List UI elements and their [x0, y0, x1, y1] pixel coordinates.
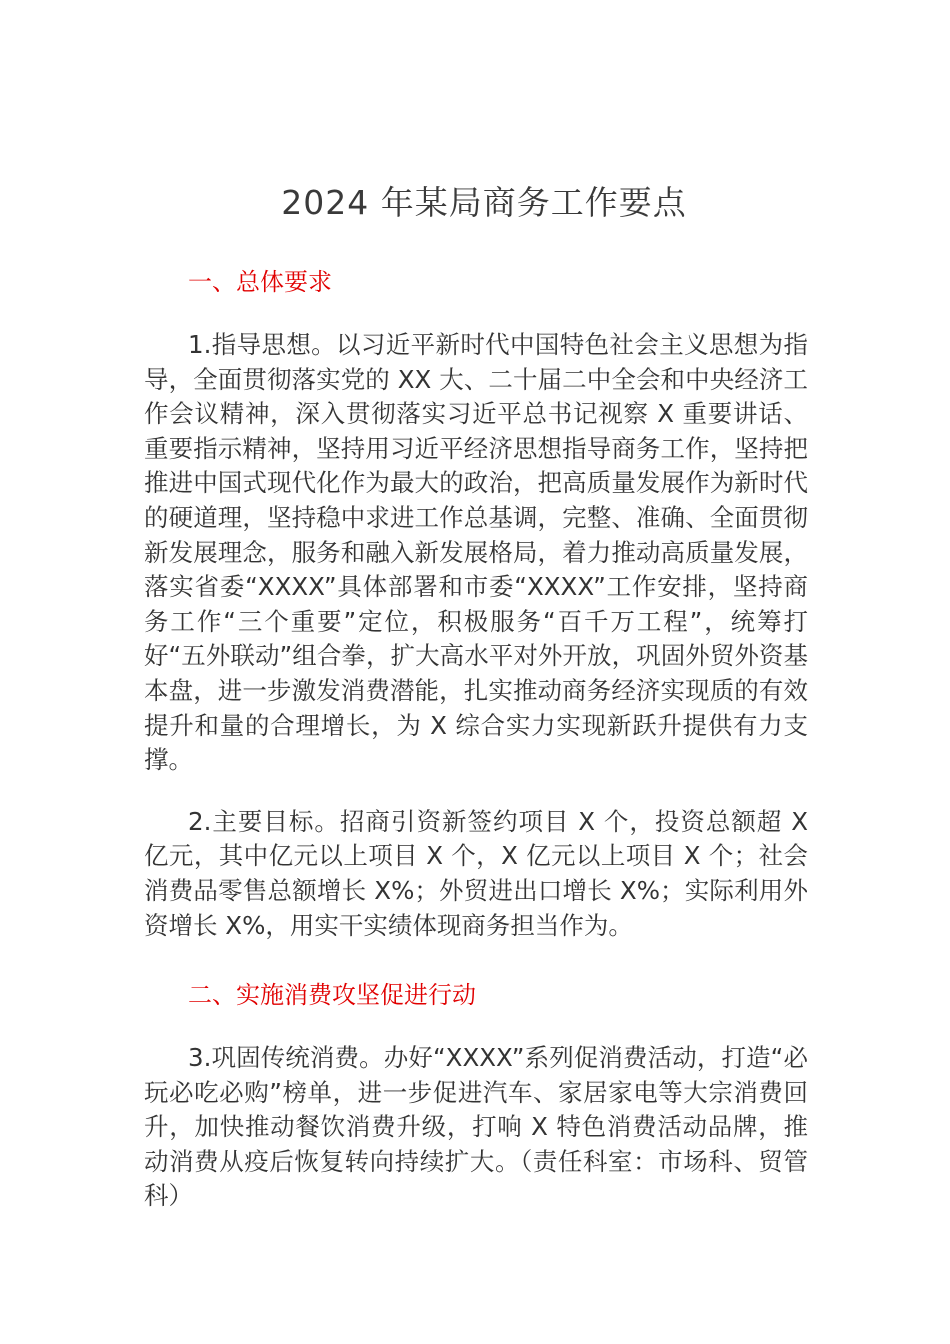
section-heading-general-requirements: 一、总体要求	[188, 268, 332, 296]
paragraph-traditional-consumption: 3.巩固传统消费。办好“XXXX”系列促消费活动，打造“必玩必吃必购”榜单，进一步促进汽车、家居家电等大宗消费回升，加快推动餐饮消费升级，打响 X 特色消费活动品牌，推动消费从疫后恢复转向持续扩大。（责任科室：市场科、贸管科）	[144, 1043, 808, 1211]
paragraph-main-goals: 2.主要目标。招商引资新签约项目 X 个，投资总额超 X 亿元，其中亿元以上项目 X 个，X 亿元以上项目 X 个；社会消费品零售总额增长 X%；外贸进出口增长 X%；实际利用外资增长 X%，用实干实绩体现商务担当作为。	[144, 806, 808, 940]
section-heading-consumption-action: 二、实施消费攻坚促进行动	[188, 981, 476, 1010]
paragraph-guiding-ideology: 1.指导思想。以习近平新时代中国特色社会主义思想为指导，全面贯彻落实党的 XX 大、二十届二中全会和中央经济工作会议精神，深入贯彻落实习近平总书记视察 X 重要讲话、重要指示精神，坚持用习近平经济思想指导商务工作，坚持把推进中国式现代化作为最大的政治，把高质量发展作为新时代的硬道理，坚持稳中求进工作总基调，完整、准确、全面贯彻新发展理念，服务和融入新发展格局，着力推动高质量发展，落实省委“XXXX”具体部署和市委“XXXX”工作安排，坚持商务工作“三个重要”定位，积极服务“百千万工程”，统筹打好“五外联动”组合拳，扩大高水平对外开放，巩固外贸外资基本盘，进一步激发消费潜能，扎实推动商务经济实现质的有效提升和量的合理增长，为 X 综合实力实现新跃升提供有力支撑。	[144, 330, 808, 775]
document-body	[144, 264, 808, 1214]
document-title: 2024 年某局商务工作要点	[281, 183, 687, 222]
